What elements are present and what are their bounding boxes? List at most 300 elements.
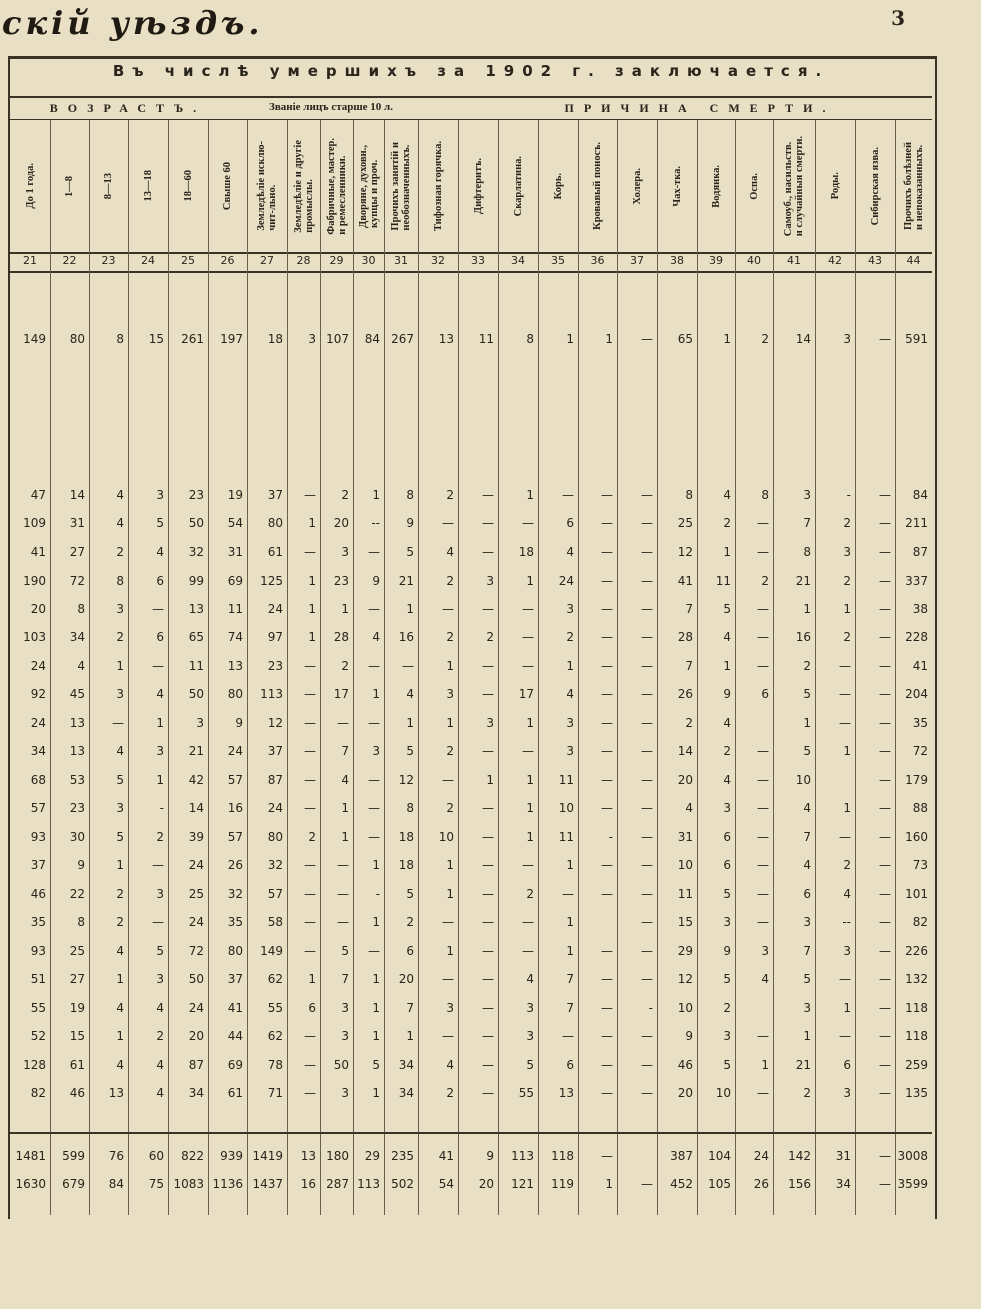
table-cell: —	[879, 602, 891, 616]
column-number: 44	[906, 254, 921, 267]
table-cell: —	[304, 659, 316, 673]
table-cell: 4	[116, 516, 124, 530]
table-cell: 2	[116, 887, 124, 901]
table-cell: —	[337, 887, 349, 901]
table-cell: 68	[30, 773, 46, 787]
table-cell: 267	[391, 332, 414, 346]
column-header	[89, 122, 128, 250]
table-cell: 103	[23, 630, 46, 644]
column-header-label: Чах-тка.	[671, 165, 683, 207]
table-cell: 1	[566, 332, 574, 346]
table-cell: 57	[30, 801, 46, 815]
table-cell: —	[601, 1086, 613, 1100]
table-cell: 1	[372, 915, 380, 929]
table-cell: 44	[227, 1029, 243, 1043]
table-cell: 5	[723, 602, 731, 616]
table-cell: 17	[333, 687, 349, 701]
table-cell: —	[482, 944, 494, 958]
table-cell: 41	[30, 545, 46, 559]
table-cell: —	[304, 1029, 316, 1043]
table-cell: 2	[843, 630, 851, 644]
table-cell: 20	[677, 773, 693, 787]
table-cell: —	[522, 944, 534, 958]
table-cell: 1	[843, 1001, 851, 1015]
table-cell: 1	[761, 1058, 769, 1072]
table-cell: 13	[438, 332, 454, 346]
table-cell: —	[757, 801, 769, 815]
table-cell: 2	[761, 332, 769, 346]
table-cell: —	[482, 858, 494, 872]
column-header	[697, 122, 735, 250]
table-cell: 55	[518, 1086, 534, 1100]
table-cell: 9	[486, 1149, 494, 1163]
table-cell: 26	[753, 1177, 769, 1191]
table-cell: 1	[406, 602, 414, 616]
table-cell: 61	[267, 545, 283, 559]
column-header	[855, 122, 895, 250]
table-cell: 3	[308, 332, 316, 346]
table-cell: 1	[341, 801, 349, 815]
table-cell: 1	[308, 516, 316, 530]
table-cell: 2	[446, 744, 454, 758]
table-cell: 16	[795, 630, 811, 644]
table-cell: 1	[526, 773, 534, 787]
table-cell: —	[879, 630, 891, 644]
table-cell: 46	[30, 887, 46, 901]
table-cell: —	[337, 915, 349, 929]
table-cell: 11	[715, 574, 731, 588]
table-cell: -	[159, 801, 164, 815]
column-header-label: Сибирская язва.	[869, 146, 881, 226]
table-cell: 20	[30, 602, 46, 616]
table-cell: —	[482, 1058, 494, 1072]
table-cell: 84	[108, 1177, 124, 1191]
table-cell: —	[304, 716, 316, 730]
table-cell: —	[879, 1058, 891, 1072]
table-cell: 1	[803, 602, 811, 616]
table-cell: 71	[267, 1086, 283, 1100]
table-cell: —	[879, 801, 891, 815]
table-cell: 35	[912, 716, 928, 730]
table-cell: 80	[267, 830, 283, 844]
column-number: 33	[471, 254, 485, 267]
table-cell: 3	[803, 488, 811, 502]
table-cell: 1	[406, 1029, 414, 1043]
table-cell: 28	[333, 630, 349, 644]
table-cell: —	[482, 687, 494, 701]
column-header-label: Дифтеритъ.	[472, 157, 484, 215]
table-cell: —	[839, 972, 851, 986]
table-cell: 2	[446, 574, 454, 588]
table-cell: 29	[677, 944, 693, 958]
table-cell: 32	[188, 545, 204, 559]
table-cell: 39	[188, 830, 204, 844]
table-cell: 6	[156, 574, 164, 588]
table-cell: 37	[267, 744, 283, 758]
table-row	[0, 487, 981, 503]
table-cell: 1	[566, 659, 574, 673]
table-cell: 599	[62, 1149, 85, 1163]
table-cell: 5	[156, 516, 164, 530]
column-header-label: Прочихъ болѣзней и непоказанныхъ.	[902, 142, 925, 230]
table-cell: —	[757, 830, 769, 844]
table-cell: 9	[406, 516, 414, 530]
table-cell: 9	[723, 687, 731, 701]
table-cell: 1	[566, 944, 574, 958]
table-cell: 3	[723, 915, 731, 929]
table-cell: 4	[723, 488, 731, 502]
table-cell: 58	[267, 915, 283, 929]
table-cell: 21	[188, 744, 204, 758]
table-cell: 3	[843, 1086, 851, 1100]
page-number: 3	[891, 6, 905, 30]
table-cell: 78	[267, 1058, 283, 1072]
table-cell: 2	[116, 545, 124, 559]
table-cell: 84	[912, 488, 928, 502]
table-cell: 1	[116, 858, 124, 872]
table-cell: 3	[156, 887, 164, 901]
column-number: 41	[787, 254, 801, 267]
table-cell: 34	[398, 1086, 414, 1100]
column-number: 34	[511, 254, 525, 267]
table-cell: 5	[406, 545, 414, 559]
table-cell: 9	[235, 716, 243, 730]
table-cell: 73	[912, 858, 928, 872]
table-cell: —	[641, 716, 653, 730]
table-cell: 23	[267, 659, 283, 673]
table-cell: 82	[912, 915, 928, 929]
table-cell: 50	[188, 516, 204, 530]
table-cell: 17	[518, 687, 534, 701]
table-cell: 5	[723, 972, 731, 986]
column-header	[208, 122, 247, 250]
table-cell: —	[879, 773, 891, 787]
table-cell: —	[641, 944, 653, 958]
column-header-label: 13—18	[142, 170, 154, 202]
table-cell: 939	[220, 1149, 243, 1163]
table-cell: —	[839, 687, 851, 701]
table-cell: —	[757, 773, 769, 787]
table-cell: 2	[156, 830, 164, 844]
table-cell: 5	[372, 1058, 380, 1072]
table-cell: 160	[905, 830, 928, 844]
column-header	[895, 122, 932, 250]
table-cell: 24	[267, 801, 283, 815]
table-cell: —	[601, 944, 613, 958]
table-cell: —	[304, 545, 316, 559]
column-number: 23	[101, 254, 116, 267]
table-cell: 35	[30, 915, 46, 929]
table-cell: 4	[803, 801, 811, 815]
table-cell: —	[757, 516, 769, 530]
table-cell: 10	[715, 1086, 731, 1100]
table-row	[0, 515, 981, 531]
table-cell: 452	[670, 1177, 693, 1191]
table-cell: 60	[148, 1149, 164, 1163]
table-cell: 204	[905, 687, 928, 701]
table-cell: 4	[723, 716, 731, 730]
column-header	[458, 122, 498, 250]
table-cell: 6	[156, 630, 164, 644]
table-cell: 1	[156, 773, 164, 787]
table-cell: 21	[398, 574, 414, 588]
table-cell: 3	[843, 545, 851, 559]
table-cell	[815, 772, 851, 788]
table-cell: 3	[156, 972, 164, 986]
table-cell: —	[601, 545, 613, 559]
column-number: 43	[868, 254, 882, 267]
table-row	[0, 743, 981, 759]
table-cell: —	[879, 1177, 891, 1191]
table-cell: 3	[723, 1029, 731, 1043]
table-cell: 12	[677, 972, 693, 986]
column-header-label: 18—60	[182, 170, 194, 202]
table-cell: —	[304, 687, 316, 701]
table-cell: —	[562, 887, 574, 901]
totals-rule	[10, 1132, 932, 1134]
table-cell: 65	[677, 332, 693, 346]
table-cell: —	[442, 602, 454, 616]
table-cell: 5	[803, 744, 811, 758]
table-cell: 261	[181, 332, 204, 346]
table-cell: 21	[795, 574, 811, 588]
table-cell: 99	[188, 574, 204, 588]
table-cell: —	[641, 915, 653, 929]
table-cell: 3	[803, 1001, 811, 1015]
table-cell: 4	[723, 630, 731, 644]
table-cell: 259	[905, 1058, 928, 1072]
table-cell: 1	[372, 687, 380, 701]
table-cell: 101	[905, 887, 928, 901]
table-cell: —	[879, 716, 891, 730]
table-cell: 26	[227, 858, 243, 872]
table-cell: 591	[905, 332, 928, 346]
table-cell: 135	[905, 1086, 928, 1100]
table-cell: 8	[116, 574, 124, 588]
table-cell: 9	[685, 1029, 693, 1043]
table-cell: 26	[677, 687, 693, 701]
table-cell: 4	[116, 488, 124, 502]
table-cell: 4	[446, 545, 454, 559]
table-cell: 25	[69, 944, 85, 958]
table-row	[0, 829, 981, 845]
column-header-label: 8—13	[103, 172, 114, 200]
table-cell: 1	[372, 488, 380, 502]
column-header	[578, 122, 617, 250]
table-cell: 97	[267, 630, 283, 644]
table-cell: 1	[566, 915, 574, 929]
table-cell: -	[375, 887, 380, 901]
table-cell: 29	[364, 1149, 380, 1163]
column-header-label: Кровавый поносъ.	[592, 142, 603, 230]
table-cell: 13	[69, 716, 85, 730]
table-cell: 55	[267, 1001, 283, 1015]
table-cell: 4	[156, 545, 164, 559]
table-cell: 34	[69, 630, 85, 644]
table-cell: 11	[558, 773, 574, 787]
table-cell: —	[368, 773, 380, 787]
table-cell: 38	[912, 602, 928, 616]
table-cell: 20	[188, 1029, 204, 1043]
table-cell: 19	[69, 1001, 85, 1015]
table-cell: 11	[188, 659, 204, 673]
group-rank: Званіе лицъ старше 10 л.	[269, 101, 393, 113]
table-cell: —	[641, 1029, 653, 1043]
table-cell: 15	[148, 332, 164, 346]
table-cell: 1	[372, 1086, 380, 1100]
table-row	[0, 1028, 981, 1044]
table-cell: 3	[341, 1086, 349, 1100]
table-cell: 23	[69, 801, 85, 815]
table-cell: —	[152, 858, 164, 872]
table-cell: 13	[558, 1086, 574, 1100]
table-cell: 41	[912, 659, 928, 673]
table-cell: 3	[486, 716, 494, 730]
table-cell: 25	[188, 887, 204, 901]
table-row	[0, 544, 981, 560]
table-cell: 20	[677, 1086, 693, 1100]
table-cell: 12	[677, 545, 693, 559]
table-row	[0, 943, 981, 959]
column-header	[128, 122, 168, 250]
column-header-label: Оспа.	[748, 172, 760, 200]
table-cell: —	[839, 659, 851, 673]
table-row	[0, 573, 981, 589]
table-cell: -	[846, 488, 851, 502]
table-cell: 5	[803, 972, 811, 986]
table-cell: 2	[723, 1001, 731, 1015]
table-cell: -	[608, 830, 613, 844]
table-cell: 3	[341, 1029, 349, 1043]
table-cell: —	[482, 801, 494, 815]
table-cell: 1	[308, 574, 316, 588]
table-cell: 2	[566, 630, 574, 644]
table-cell: —	[757, 659, 769, 673]
table-cell: 46	[69, 1086, 85, 1100]
table-cell: 69	[227, 1058, 243, 1072]
table-cell: 13	[300, 1149, 316, 1163]
table-cell: —	[368, 659, 380, 673]
table-cell: 109	[23, 516, 46, 530]
table-cell: 27	[69, 972, 85, 986]
table-cell: —	[757, 858, 769, 872]
table-cell: 1	[116, 1029, 124, 1043]
table-cell: —	[442, 915, 454, 929]
table-cell: —	[482, 488, 494, 502]
table-cell: 142	[788, 1149, 811, 1163]
table-cell: 8	[406, 801, 414, 815]
column-header	[353, 122, 384, 250]
group-cause: ПРИЧИНА СМЕРТИ.	[564, 101, 836, 115]
table-cell: 822	[181, 1149, 204, 1163]
table-cell: 1	[526, 574, 534, 588]
table-cell: 24	[188, 915, 204, 929]
table-cell: 7	[803, 830, 811, 844]
table-cell: 1	[723, 545, 731, 559]
column-header	[617, 122, 657, 250]
table-cell: --	[371, 516, 380, 530]
table-cell: 82	[30, 1086, 46, 1100]
column-header	[168, 122, 208, 250]
table-cell: 14	[188, 801, 204, 815]
table-cell: 1	[843, 602, 851, 616]
table-cell: 3008	[897, 1149, 928, 1163]
table-cell: 10	[677, 1001, 693, 1015]
table-cell: 179	[905, 773, 928, 787]
table-cell: —	[879, 574, 891, 588]
table-cell: 18	[398, 830, 414, 844]
table-cell: —	[641, 574, 653, 588]
table-cell: 3	[446, 687, 454, 701]
column-header-label: Свыше 60	[222, 161, 233, 211]
table-cell: 3	[341, 545, 349, 559]
table-cell: 3	[566, 602, 574, 616]
table-cell: —	[368, 545, 380, 559]
table-cell: —	[152, 915, 164, 929]
table-cell: 2	[446, 1086, 454, 1100]
table-cell: 4	[156, 1086, 164, 1100]
table-cell: 1	[372, 858, 380, 872]
table-cell: —	[641, 488, 653, 502]
totals-row	[0, 1176, 981, 1192]
table-cell: 1	[372, 972, 380, 986]
table-cell: —	[879, 332, 891, 346]
table-cell: 4	[372, 630, 380, 644]
running-head: скій уѣздъ.	[2, 4, 264, 42]
table-cell: —	[641, 1177, 653, 1191]
table-cell: —	[641, 744, 653, 758]
table-cell: —	[641, 972, 653, 986]
table-cell: 149	[23, 332, 46, 346]
table-cell: --	[842, 915, 851, 929]
table-cell: —	[879, 545, 891, 559]
table-cell: 132	[905, 972, 928, 986]
table-cell: 3	[116, 687, 124, 701]
table-cell: 2	[116, 915, 124, 929]
table-cell: 11	[227, 602, 243, 616]
table-cell: 1	[372, 1029, 380, 1043]
table-cell: 1630	[15, 1177, 46, 1191]
table-cell: 80	[267, 516, 283, 530]
table-cell: 5	[406, 744, 414, 758]
table-cell: 1	[406, 716, 414, 730]
column-number: 25	[181, 254, 195, 267]
table-cell: 1	[843, 801, 851, 815]
table-cell: 13	[227, 659, 243, 673]
table-cell: 80	[227, 944, 243, 958]
table-cell: 22	[69, 887, 85, 901]
table-cell: 2	[341, 488, 349, 502]
table-cell: —	[304, 858, 316, 872]
table-cell: 2	[723, 516, 731, 530]
table-cell: —	[641, 801, 653, 815]
table-cell: 24	[188, 858, 204, 872]
column-number: 29	[329, 254, 344, 267]
column-header-label: Скарлатина.	[512, 155, 524, 217]
table-cell: 4	[77, 659, 85, 673]
table-cell: 34	[30, 744, 46, 758]
table-cell: 1	[116, 659, 124, 673]
table-cell: 119	[551, 1177, 574, 1191]
table-cell: 31	[69, 516, 85, 530]
table-cell: 87	[188, 1058, 204, 1072]
table-cell: 2	[406, 915, 414, 929]
table-cell: 107	[326, 332, 349, 346]
table-cell: 4	[116, 1058, 124, 1072]
table-cell: 14	[795, 332, 811, 346]
totals-row	[0, 1148, 981, 1164]
table-cell: 190	[23, 574, 46, 588]
